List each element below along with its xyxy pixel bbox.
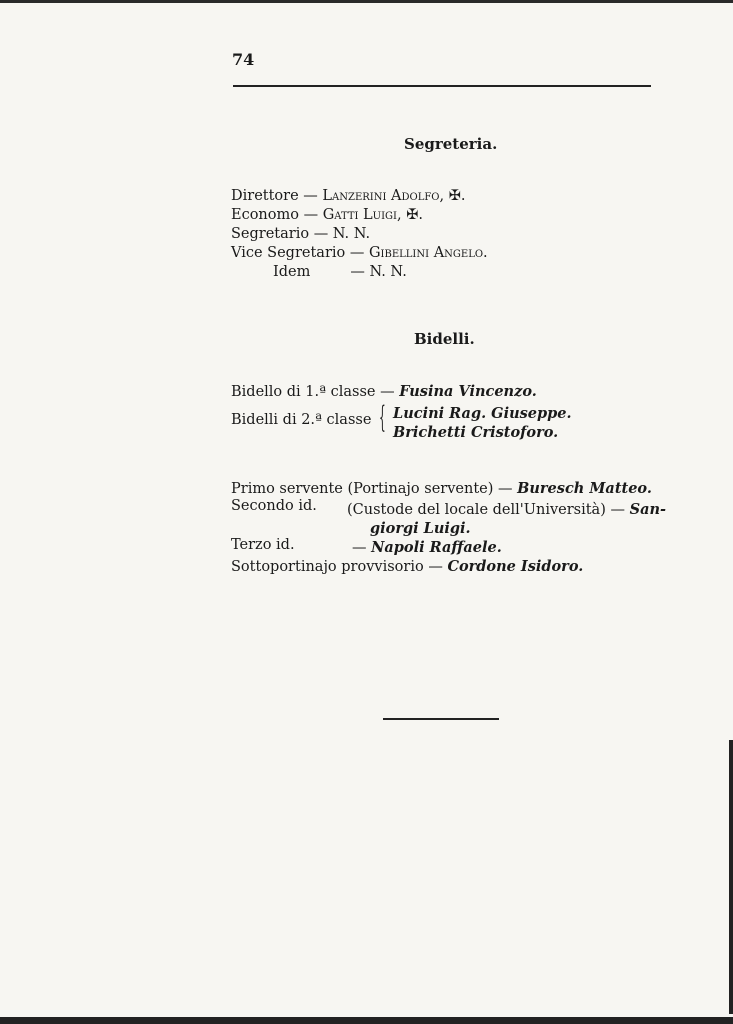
sottoportinajo-label: Sottoportinajo provvisorio — <box>231 559 443 575</box>
entry-segretario: Segretario — N. N. <box>231 226 371 242</box>
page-number: 74 <box>232 50 255 69</box>
footer-rule <box>383 718 499 720</box>
entry-terzo <box>352 539 502 556</box>
entry-direttore: Direttore — Lanzerini Adolfo, ✠. <box>231 188 466 204</box>
section-heading-bidelli: Bidelli. <box>414 330 475 348</box>
entry-idem: Idem — N. N. <box>273 264 407 280</box>
scan-border-bottom <box>0 1014 733 1024</box>
bidelli-seconda-label: Bidelli di 2.ª classe <box>231 412 372 428</box>
entry-secondo-custode <box>347 501 666 518</box>
entry-primo-servente <box>231 480 652 497</box>
scan-border-right <box>729 740 733 1024</box>
bidello-prima-label: Bidello di 1.ª classe — <box>231 384 395 400</box>
terzo-label: Terzo id. <box>231 537 295 553</box>
scan-border-top <box>0 0 733 3</box>
entry-vice-segretario: Vice Segretario — Gibellini Angelo. <box>231 245 488 261</box>
bidello-seconda-name-2: Brichetti Cristoforo. <box>393 424 559 441</box>
secondo-name-part1: San- <box>629 501 667 518</box>
entry-bidello-prima-classe <box>231 383 537 400</box>
terzo-name: Napoli Raffaele. <box>371 539 502 556</box>
bidello-prima-name: Fusina Vincenzo. <box>399 383 537 400</box>
brace-symbol: { <box>379 400 386 435</box>
section-heading-segreteria: Segreteria. <box>404 135 498 153</box>
primo-servente-label: Primo servente (Portinajo servente) — <box>231 481 513 497</box>
primo-servente-name: Buresch Matteo. <box>517 480 652 497</box>
entry-sottoportinajo <box>231 558 583 575</box>
secondo-custode-label: (Custode del locale dell'Università) — <box>347 502 625 518</box>
bidello-seconda-name-1: Lucini Rag. Giuseppe. <box>393 405 572 422</box>
entry-economo: Economo — Gatti Luigi, ✠. <box>231 207 423 223</box>
secondo-name-part2: giorgi Luigi. <box>370 520 471 537</box>
terzo-dash: — <box>352 540 367 556</box>
sottoportinajo-name: Cordone Isidoro. <box>447 558 584 575</box>
header-rule <box>233 85 651 87</box>
secondo-label: Secondo id. <box>231 498 317 514</box>
